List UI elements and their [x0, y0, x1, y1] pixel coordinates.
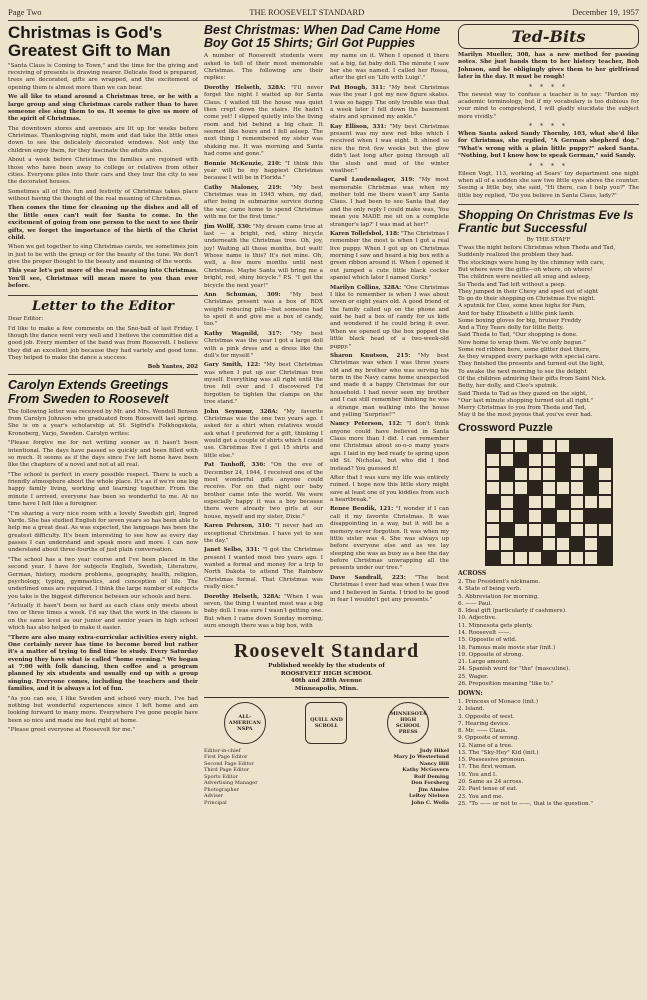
reply: Kathy Wagnild, 317: "My best Christmas was the year I got a large doll with a pink dress and a dress like the doll's for myself." — [204, 330, 323, 359]
crossword-cell — [598, 495, 612, 509]
crossword-cell — [584, 551, 598, 565]
crossword-black-cell — [500, 467, 514, 481]
reply: Janet Selbo, 331: "I got the Christmas present I wanted most two years ago. I wanted a formal and money for a trip to North Dakota to attend The Rainbow Christmas formal. That Christmas was really nice." — [204, 547, 324, 591]
student-name: Karen Pehrson, 310: — [204, 523, 272, 530]
crossword-cell — [500, 481, 514, 495]
crossword-cell — [528, 551, 542, 565]
student-name: Pat Hough, 311: — [330, 84, 386, 91]
article-best-christmas — [204, 53, 449, 632]
crossword-cell — [542, 523, 556, 537]
crossword-cell — [500, 495, 514, 509]
reply: Pat Tanhoff, 336: "On the eve of December 24, 1944, I received one of the most wonderful gifts anyone could receive. For on that night our baby brother came into the world. We were especially happy it was a boy because there were already two girls at our house, myself and my sister, Dixie." — [204, 462, 323, 520]
masthead — [204, 636, 449, 697]
paragraph: The downtown stores and avenues are lit up for weeks before Christmas. Thanksgiving night, mom and dad take the little ones down to see the delicately decorated windows. Not only the children enjoy them, for they fascinate the adults also. — [8, 125, 198, 154]
paragraph: We all like to stand around a Christmas tree, or be with a large group and sing Christmas carols rather than to have someone else sing them to us. It seems to give us more of the spirit of Christmas. — [8, 94, 198, 123]
crossword-cell — [556, 481, 570, 495]
reply: John Seymour, 328A: "My favorite Christmas was the one two years ago. I asked for a shirt when relatives would ask what I preferred for a gift, thinking I would get a couple of shirts which I could use. Christmas Eve I got 15 shirts and little else." — [204, 408, 323, 459]
student-name: John Seymour, 328A: — [204, 408, 278, 415]
crossword-black-cell — [556, 523, 570, 537]
article-carolyn — [8, 409, 198, 735]
crossword-cell — [584, 537, 598, 551]
reply: Pat Hough, 311: "My best Christmas was the year I got my new figure skates. I was so happy. The only trouble was that a week later I fell down the basement stairs and sprained my ankle." — [330, 84, 449, 121]
letter-salutation: Dear Editor: — [8, 316, 44, 323]
paper-name: THE ROOSEVELT STANDARD — [249, 7, 365, 17]
reply: Dorothy Helseth, 328A: "When I was seven, the thing I wanted most was a big baby doll. I was sure I wasn't getting one. But when I came down Sunday morning, sure enough there was a big box, with — [204, 593, 323, 629]
crossword-cell — [598, 467, 612, 481]
masthead-line: ROOSEVELT HIGH SCHOOL — [280, 670, 373, 677]
student-name: Karen Tollefsbol, 118: — [330, 230, 400, 237]
crossword-black-cell — [584, 509, 598, 523]
crossword-cell — [584, 453, 598, 467]
issue-date: December 19, 1957 — [572, 7, 639, 17]
headline-christmas-gift: Christmas is God's Greatest Gift to Man — [8, 24, 171, 60]
crossword-cell — [556, 551, 570, 565]
reply: my name on it. When I opened it there sat a big, fat baby doll. The minute I saw her she was named. I called her Rossa, after the girl on 'Life with Luigi'." — [330, 53, 449, 82]
crossword-black-cell — [514, 509, 528, 523]
student-name: Carol Laudenslager, 319: — [330, 177, 415, 184]
tedbit: Marilyn Mueller, 308, has a new method for passing notes. She just hands them to her history teacher, Bob Johnson, and he obligingly gives them to her girlfriend later in the day. It must be rough! — [458, 52, 639, 81]
article-intro: A number of Roosevelt students were asked to tell of their most memorable Christmas. The following are their replies: — [204, 53, 323, 82]
student-name: Cathy Maloney, 219: — [204, 184, 282, 191]
tedbits-title: Ted-Bits — [458, 24, 639, 49]
tedbit: The newest way to confuse a teacher is to say: "Pardon my academic terminology, but if my vocabulary is too dubious for your mind to comprehend, I will gladly elucidate the subject more vividly." — [458, 91, 639, 120]
student-name: Dorothy Helseth, 328A: — [204, 84, 286, 91]
crossword-cell — [542, 453, 556, 467]
crossword-cell — [486, 467, 500, 481]
crossword-black-cell — [514, 453, 528, 467]
tedbit: Eileen Vogt, 113, working at Sears' toy department one night when all of a sudden she saw two little eyes above the counter. Seeing a little boy, she said, "Hi there, can I help you?" The little boy replied, "Do you believe in Santa Claus, lady?" — [458, 170, 639, 199]
crossword-cell — [528, 453, 542, 467]
crossword-cell — [570, 551, 584, 565]
crossword-cell — [584, 495, 598, 509]
reply: Karen Pehrson, 310: "I never had an exceptional Christmas. I have yet to see the day." — [204, 523, 323, 544]
down-clues: 1. Princess of Monaco (init.) 2. Island. 3. Opposite of west. 7. Hearing device. 8. Mr. —— Claus. 9. Opposite of wrong. 12. Name of a tree. 13. The "Sky-Hey" Kid (init.) 15. Possessive pronoun. 17. The first woman. 19. You and I. 20. Same as 24 across. 22. Past tense of eat. 23. You and me. 25. "To —— or not to ——, that is the question." — [458, 699, 593, 807]
down-label: DOWN: — [458, 690, 483, 698]
letter-body: I'd like to make a few comments on the Sno-ball of last Friday. I though the dance went very well and I believe the committee did a good job. Every member of the band was from Roosevelt. I believe they did an excellent job because they had variety and good tone. They helped to make the dance a success. — [8, 325, 198, 362]
poem: T'was the night before Christmas when Theda and Tad, Suddenly realized the problem they had. The stockings were hung by the chimney with care, But where were the gifts—oh where, oh where! The children were nestled all snug and asleep, So Theda and Tad left without a peep. They jumped in their Chevy and sped out of sight To go do their shopping on Christmas Eve night. A sputnik for Cleo, some knee highs for Pam, And for baby Elizabeth a little pink lamb. Some boxing gloves for big, bruiser Freddy And a Tiny Tears dolly for little Betty. Said Theda to Tad, "Our shopping is done. Now home to wrap them. We've only begun." Some red ribbon here, some glitter dust there, As they wrapped every package with special care. They finished the presents and turned out the light, To awake the next morning to see the delight Of the children admiring their gifts from Saint Nick. Betty, her dolly, and Cleo's sputnik. Said Theda to Tad as they gazed on the sight, "Our last minute shopping turned out all right." Merry Christmas to you from Theda and Tad, May it be the most joyous that you've ever had. — [458, 245, 616, 419]
crossword-black-cell — [570, 439, 584, 453]
masthead-line: Minneapolis, Minn. — [294, 685, 359, 692]
subcolumn-right — [330, 53, 449, 632]
crossword-cell — [528, 467, 542, 481]
crossword-black-cell — [584, 467, 598, 481]
reply: Sharon Knutson, 215: "My best Christmas was when I was three years old and my brother who was serving his term in the Navy came home unexpected and made it a happy Christmas for our household. I had never seen my brother and I can still remember thinking he was a strange man walking into the house and yelling 'Surprise!'" — [330, 352, 449, 418]
crossword-black-cell — [514, 495, 528, 509]
column-left — [8, 24, 198, 996]
crossword-black-cell — [598, 509, 612, 523]
across-label: ACROSS — [458, 570, 487, 578]
crossword-black-cell — [598, 453, 612, 467]
page-number: Page Two — [8, 7, 42, 17]
crossword-cell — [570, 523, 584, 537]
crossword-cell — [486, 509, 500, 523]
crossword-cell — [556, 439, 570, 453]
crossword-cell — [542, 495, 556, 509]
letter-signature: Bob Yantes, 202 — [147, 364, 198, 371]
crossword-black-cell — [584, 481, 598, 495]
crossword-black-cell — [584, 439, 598, 453]
crossword-cell — [486, 537, 500, 551]
crossword-cell — [486, 453, 500, 467]
crossword-black-cell — [598, 439, 612, 453]
subcolumn-left — [204, 53, 323, 632]
student-name: Jim Wolff, 330: — [204, 223, 251, 230]
paragraph: "I'm sharing a very nice room with a lovely Swedish girl, Ingred Varde. She has studied English for seven years so has been able to help me a great deal. As was expected, the language has been the greatest difficulty. It's been interesting to see how as every day passes I can understand and speak more and more. I can now understand about three-fourths of just plain conversation. — [8, 510, 198, 554]
crossword-cell — [542, 467, 556, 481]
crossword-black-cell — [570, 537, 584, 551]
reply: Dorothy Helseth, 328A: "I'll never forget the night I waited up for Santa Claus. I waited till the house was quiet then crept down the stairs. He hadn't come yet! I slipped quietly into the living room and hid behind a big chair. It seemed like hours and I fell asleep. The next thing I remembered my sister was shaking me. It was morning and Santa had come and gone." — [204, 84, 323, 158]
crossword-black-cell — [528, 439, 542, 453]
crossword-cell — [514, 467, 528, 481]
reply: Renee Bendik, 121: "I wonder if I can call it my favorite Christmas. It was disappointing in a way, but it will be a memory never forgotten. It was when my little sister was 4. She was always up before everyone else and as we lay sleeping she was as busy as a bee the day before Christmas unwrapping all the presents under our tree." — [330, 506, 449, 572]
column-right — [458, 24, 639, 996]
reply: Carol Laudenslager, 319: "My most memorable Christmas was when my mother told me there wasn't any Santa Claus. I had been to see Santa that day and the only reply I could make was, 'You mean you MADE me sit on a complete stranger's lap?' I was mad at her!" — [330, 177, 449, 228]
student-name: Dorothy Helseth, 328A: — [204, 593, 281, 600]
headline-best-christmas: Best Christmas: When Dad Came Home Boy Got 15 Shirts; Girl Got Puppies — [204, 24, 441, 51]
student-name: Nancy Peterson, 112: — [330, 421, 402, 428]
press-association-seal-icon: MINNESOTA HIGH SCHOOL PRESS — [387, 702, 429, 744]
student-name: Janet Selbo, 331: — [204, 547, 260, 554]
crossword-cell — [570, 481, 584, 495]
reply: Kay Ellison, 331: "My best Christmas present was my new red bike which I received when I was eight. It shined so nice the first few weeks but the glow didn't last long after going through all the slush and mud of the winter weather." — [330, 123, 449, 174]
crossword-black-cell — [556, 467, 570, 481]
crossword-cell — [486, 481, 500, 495]
reply: Dave Sandrall, 223: "The best Christmas I ever had was when I was five and I believed in Santa. I tried to be good in fear I wouldn't get any presents." — [330, 574, 449, 603]
crossword-cell — [556, 537, 570, 551]
crossword-black-cell — [486, 551, 500, 565]
staff-box: Editor-in-chief Judy Hikel First Page Editor Mary Jo Westerlund Second Page Editor Nancy Hill Third Page Editor Kathy McGovern Sports Editor Rolf Deming Advertising Manager Don Forsberg Photographer Jim Almlee Adviser LeRoy Nielsen Principal John C. Wolla — [204, 747, 449, 806]
crossword-cell — [528, 523, 542, 537]
crossword-cell — [514, 551, 528, 565]
reply: Bonnie McKenzie, 210: "I think this year will be my happiest Christmas because I will be in Florida." — [204, 160, 324, 182]
paragraph: "There are also many extra-curricular activities every night. One certainly never has time to become bored but rather it's a matter of trying to find time to study. Every Saturday evening they have what is called "home evening." We began at 7:00 with folk dancing, then coffee and a program planned by six students and usually end up with a group singing. Everyone comes, including the teachers and their families, and it is always a lot of fun. — [8, 634, 198, 693]
headline-carolyn: Carolyn Extends Greetings From Sweden to Roosevelt — [8, 378, 169, 406]
reply: Jim Wolff, 330: "My dream came true at last — a bright, red, shiny bicycle underneath the Christmas tree. Oh, joy, joy! Waiting all those months, but wait! Whose name is this? It's not mine. Oh, well, a few more months until next Christmas. Maybe Santa will bring me a bright, red, shiny bicycle." P.S. "I got the bicycle the next year!" — [204, 223, 324, 289]
paragraph: "The school is perfect in every possible respect. There is such a friendly atmosphere about the whole place. It's as if we're one big happy family living, working and learning together. From the minute I arrived, everyone has been so wonderful to me. At no time have I felt like a foreigner. — [8, 471, 198, 508]
crossword-title: Crossword Puzzle — [458, 421, 553, 434]
crossword-cell — [542, 439, 556, 453]
crossword-cell — [556, 509, 570, 523]
crossword-cell — [528, 495, 542, 509]
paragraph: Sometimes all of this fun and festivity of Christmas takes place without having the thought of the real meaning of Christmas. — [8, 188, 198, 203]
student-name: Dave Sandrall, 223: — [330, 574, 406, 581]
student-name: Kathy Wagnild, 317: — [204, 330, 282, 337]
paragraph: "Please greet everyone at Roosevelt for me." — [8, 727, 135, 734]
crossword-black-cell — [486, 495, 500, 509]
paragraph: About a week before Christmas the families are rejoined with those who have been away to college or relatives from other cities. Everyone piles into their cars and they tour the city to see the decorated houses. — [8, 157, 198, 186]
crossword-cell — [570, 467, 584, 481]
crossword-cell — [514, 439, 528, 453]
student-name: Ann Schuman, 309: — [204, 291, 281, 298]
crossword-cell — [528, 509, 542, 523]
paragraph: "The school has a two year course and I've been placed in the second year. I have for subjects English, Swedish, Literature, German, history, modern problems, geography, health, religion, psychology, typing, gymnastics, and conception of life. The underlined ones are required. I think the large number of subjects you take is the biggest difference between our schools and here. — [8, 556, 198, 600]
paragraph: "Please forgive me for not writing sooner as it hasn't been intentional. The days have passed so quickly and been filled with so much. It seems as if the days since I've left home have been like the chapters of a novel and not at all real. — [8, 440, 198, 469]
student-name: Marilyn Collins, 328A: — [330, 284, 402, 291]
crossword-cell — [500, 453, 514, 467]
paragraph: This year let's put more of the real meaning into Christmas. You'll see, Christmas will mean more to you than ever before. — [8, 268, 198, 290]
student-name: Kay Ellison, 331: — [330, 123, 387, 130]
headline-shopping: Shopping On Christmas Eve Is Frantic but Successful — [458, 208, 634, 235]
paragraph: "Actually it hasn't been so hard as each class only meets about two or three times a week. I'd say that the work in the classes is on the same level as our junior and senior years in high school which has also helped to make it easier. — [8, 603, 198, 632]
reply: Gary Smith, 122: "My best Christmas was when I put up our Christmas tree myself. Everything was all right until the tree fell over and I discovered I'd forgotten to tighten the clamps on the tree stand." — [204, 362, 323, 406]
masthead-line: 40th and 28th Avenue — [290, 678, 363, 685]
student-name: Pat Tanhoff, 336: — [204, 462, 266, 469]
crossword-cell — [542, 481, 556, 495]
crossword-black-cell — [556, 495, 570, 509]
crossword-black-cell — [486, 439, 500, 453]
crossword-black-cell — [528, 481, 542, 495]
reply: Marilyn Collins, 328A: "One Christmas I like to remember is when I was about seven or eight years old. A good friend of the family called up on the phone and said he had a box of candy for us kids and wondered if he could bring it over. When we opened up the box popped the little black head of a two-week-old puppy." — [330, 284, 449, 350]
crossword-cell — [500, 551, 514, 565]
paragraph: Then comes the time for cleaning up the dishes and all of the little ones can't wait for Santa to come. In the excitement of going from one person to the next to see their gifts, we forget the importance of the birth of the Christ child. — [8, 205, 198, 241]
crossword-cell — [584, 523, 598, 537]
crossword-black-cell — [556, 453, 570, 467]
crossword-cell — [514, 481, 528, 495]
crossword-black-cell — [528, 537, 542, 551]
column-middle — [204, 24, 449, 996]
crossword-black-cell — [542, 509, 556, 523]
student-name: Sharon Knutson, 215: — [330, 352, 411, 359]
paragraph: "Santa Claus is Coming to Town," and the time for the giving and receiving of presents is drawing nearer. Delicate food is prepared, trees are decorated, gifts are wrapped, and the excitement of opening them is almost more than we can bear. — [8, 62, 198, 91]
separator-stars: * * * * — [529, 123, 568, 130]
paragraph: When we get together to sing Christmas carols, we sometimes join in just to be with the group or for the beauty of the tune. We don't give the proper thought to the beauty and meaning of the words. — [8, 244, 198, 266]
crossword-black-cell — [598, 551, 612, 565]
reply-continued: After that I was sure my life was entirely ruined. I hope now this little story might save at least one of you kiddies from such a heartbreak." — [330, 474, 449, 503]
separator-stars: * * * * — [529, 83, 568, 91]
reply: Karen Tollefsbol, 118: "The Christmas I remember the most is when I got a real live puppy. When I got up on Christmas morning I saw and heard a big box with a green ribbon around it. When I opened it out jumped a cute little black cocker spaniel which later I named Corky." — [330, 230, 449, 282]
quill-scroll-seal-icon: QUILL AND SCROLL — [305, 702, 347, 744]
crossword-black-cell — [514, 537, 528, 551]
student-name: Gary Smith, 122: — [204, 362, 261, 369]
nspa-seal-icon: ALL-AMERICAN NSPA — [224, 702, 266, 744]
crossword-grid — [485, 438, 613, 566]
crossword-cell — [542, 537, 556, 551]
crossword-cell — [486, 523, 500, 537]
student-name: Renee Bendik, 121: — [330, 506, 394, 513]
paragraph: The following letter was received by Mr. and Mrs. Wendell Benson from Carolyn Johnson who graduated from Roosevelt last spring. She is on a year's scholarship at St. Sigfrid's Folkhogskola, Kronoberg, Varjo, Sweden. Carolyn writes: — [8, 408, 198, 437]
press-seals — [204, 702, 449, 744]
crossword-cell — [500, 439, 514, 453]
masthead-title: Roosevelt Standard — [233, 640, 420, 663]
crossword-black-cell — [542, 551, 556, 565]
crossword-cell — [514, 523, 528, 537]
reply: Nancy Peterson, 112: "I don't think anyone could have believed in Santa Claus more than I did. I can remember one Christmas about so-o-o many years ago. I laid in my bed ready to spring upon old St. Nicholas, but who did I find instead? You guessed it! — [330, 421, 449, 472]
crossword-cell — [598, 523, 612, 537]
crossword-cell — [500, 537, 514, 551]
separator-stars: * * * * — [529, 162, 568, 170]
student-name: Bonnie McKenzie, 210: — [204, 160, 282, 167]
crossword-cell — [570, 495, 584, 509]
crossword-cell — [570, 453, 584, 467]
crossword-black-cell — [598, 537, 612, 551]
letter-title: Letter to the Editor — [32, 298, 174, 314]
byline: By THE STAFF — [526, 237, 571, 244]
across-clues: 2. The President's nickname. 4. State of being verb. 5. Abbreviation for morning. 6. —— Paul. 8. Ideal gift (particularly if cashmere). 10. Adjective. 11. Minnesota gets plenty. 14. Roosevelt ——. 15. Opposite of wild. 18. Famous male movie star (init.) 19. Opposite of strong. 21. Large amount. 24. Spanish word for "the" (masculine). 25. Wager. 26. Preposition meaning "like to." — [458, 579, 571, 687]
crossword-cell — [570, 509, 584, 523]
paragraph: "As you can see, I like Sweden and school very much. I've had nothing but wonderful experiences since I left home and am looking forward to many more. Everywhere I've gone people have been so nice and made me feel right at home. — [8, 695, 198, 724]
page-header — [8, 4, 639, 21]
crossword-cell — [598, 481, 612, 495]
article-christmas-gift — [8, 63, 198, 291]
crossword-cell — [500, 509, 514, 523]
tedbit: When Santa asked Sandy Thornby, 103, what she'd like for Christmas, she replied, "A German shepherd dog." "What's wrong with a plain little puppy?" asked Santa. "Nothing, but I know how to speak German," said Sandy. — [458, 131, 639, 160]
crossword-black-cell — [500, 523, 514, 537]
reply: Ann Schuman, 309: "My best Christmas present was a box of RDX weight reducing pills—but someone had to spoil it and give me a box of candy, too." — [204, 291, 324, 328]
masthead-line: Published weekly by the students of — [268, 663, 385, 670]
reply: Cathy Maloney, 219: "My best Christmas was in 1945 when, my dad, after being in submarine service during the war, came home to spend Christmas with me for the first time." — [204, 184, 324, 221]
